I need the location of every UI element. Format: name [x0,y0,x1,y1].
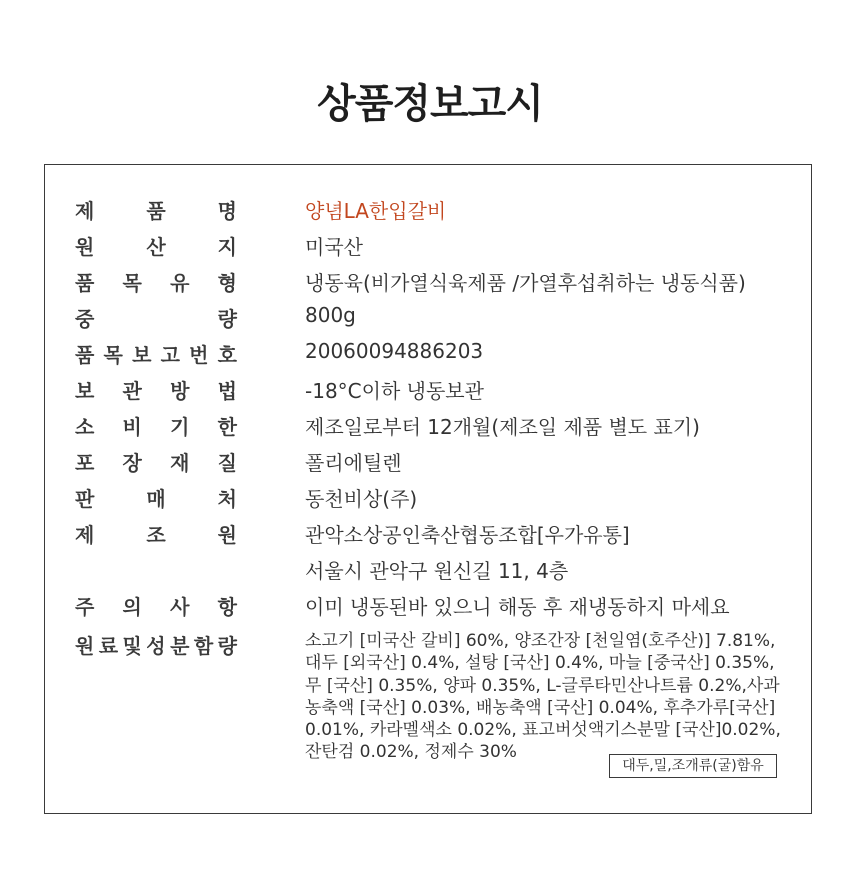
info-row-value: 미국산 [305,235,363,259]
info-row-label-char: 품 [146,199,166,223]
ingredients-text: 소고기 [미국산 갈비] 60%, 양조간장 [천일염(호주산)] 7.81%, 대두 [외국산] 0.4%, 설탕 [국산] 0.4%, 마늘 [중국산] 0.35%, 무 [국산] 0.35%, 양파 0.35%, L-글루타민산나트륨 0.2%,사과 농축액 [국산] 0.03%, 배농축액 [국산] 0.04%, 후추가루[국산] 0.01%, 카라멜색소 0.02%, 표고버섯액기스분말 [국산]0.02%, 잔탄검 0.02%, 정제수 30% [305,631,781,763]
info-row-value: -18°C이하 냉동보관 [305,379,484,403]
allergen-badge: 대두,밀,조개류(굴)함유 [609,754,777,778]
ingredients-label-char: 료 [98,634,119,658]
info-row-label-char: 매 [146,487,166,511]
info-row-label-char: 보 [75,379,95,403]
info-row-label [75,339,237,368]
info-row-label-char: 법 [217,379,237,403]
info-row-label-char: 지 [217,235,237,259]
info-row-label-char: 장 [122,451,142,475]
info-row-label-char: 처 [217,487,237,511]
info-row-label-char: 목 [103,343,123,367]
info-row-label-char: 유 [170,271,190,295]
info-row-value: 동천비상(주) [305,487,418,511]
info-row-value: 제조일로부터 12개월(제조일 제품 별도 표기) [305,415,700,439]
info-row-label-char: 재 [170,451,190,475]
info-row-label-char: 사 [170,595,190,619]
info-row-label-char: 목 [122,271,142,295]
ingredients-label [75,630,237,659]
info-row-label [75,411,237,440]
info-row-label-char: 제 [75,199,95,223]
ingredients-label-char: 원 [75,634,95,658]
ingredients-label-char: 분 [170,634,190,658]
ingredients-label-char: 성 [146,634,166,658]
info-row-label [75,519,237,548]
page-title: 상품정보고시 [317,81,543,127]
info-row-label-char: 관 [122,379,142,403]
info-row-label-char: 제 [75,523,95,547]
info-row-label-char: 중 [75,307,95,331]
info-row-label-char: 호 [217,343,237,367]
info-row-label [75,231,237,260]
info-row-label-char: 의 [122,595,142,619]
info-row-label [75,195,237,224]
info-row-label [75,375,237,404]
info-row-label-char: 기 [170,415,190,439]
info-row-label-char: 명 [217,199,237,223]
info-row-label-char: 한 [217,415,237,439]
info-row-value: 관악소상공인축산협동조합[우가유통] [305,523,630,547]
info-row-label-char: 품 [75,271,95,295]
info-row-label [75,447,237,476]
info-row-label-char: 고 [160,343,180,367]
info-row-label-char: 방 [170,379,190,403]
info-row-label-char: 량 [217,307,237,331]
info-row-label-char: 소 [75,415,95,439]
info-row-label [75,303,237,332]
info-row-label-char: 원 [75,235,95,259]
info-row-value: 폴리에틸렌 [305,451,402,475]
info-row-value: 20060094886203 [305,339,484,363]
info-row-label-char: 조 [146,523,166,547]
info-row-value: 이미 냉동된바 있으니 해동 후 재냉동하지 마세요 [305,595,730,619]
info-row-label-char: 판 [75,487,95,511]
info-row-value: 냉동육(비가열식육제품 /가열후섭취하는 냉동식품) [305,271,746,295]
info-row-label-char: 질 [217,451,237,475]
info-row-label [75,267,237,296]
info-row-label-char: 항 [217,595,237,619]
info-row-label [75,483,237,512]
info-row-label-char: 번 [189,343,209,367]
info-row-label [75,591,237,620]
ingredients-label-char: 량 [217,634,237,658]
info-row-value: 양념LA한입갈비 [305,199,447,223]
info-row-label-char: 품 [75,343,95,367]
ingredients-label-char: 및 [122,634,142,658]
product-info-table [44,164,812,814]
ingredients-label-char: 함 [193,634,214,658]
info-row-label-char: 주 [75,595,95,619]
info-row-label-char: 포 [75,451,95,475]
info-row-value: 800g [305,303,356,327]
info-row-label-char: 비 [122,415,142,439]
info-row-label-char: 형 [217,271,237,295]
info-row-label-char: 보 [132,343,152,367]
info-row-value: 서울시 관악구 원신길 11, 4층 [305,559,569,583]
info-row-label-char: 산 [146,235,166,259]
info-row-label-char: 원 [217,523,237,547]
